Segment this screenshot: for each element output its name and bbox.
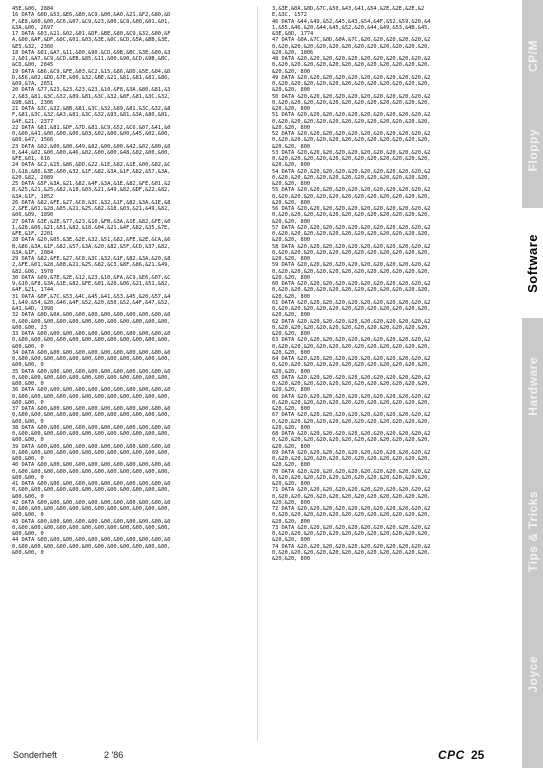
sidebar-tab-cpm [522, 28, 543, 84]
sidebar-tab-label: Floppy [525, 128, 540, 172]
footer-publication: Sonderheft [13, 750, 58, 760]
sidebar-tab-software [522, 208, 543, 318]
sidebar-tab-tips-tricks [522, 456, 543, 606]
sidebar-tab-joyce [522, 628, 543, 720]
sidebar-tab-label: Joyce [525, 655, 540, 693]
sidebar-tab-floppy [522, 104, 543, 196]
basic-data-listing-right: 3,&3E,&0A,&0D,&7C,&50,&43,&41,&54,&2E,&2E,&2E,&2 E,&3C, 1572 46 DATA &44,&49,&52,&45,&43,&54,&4F,&52,&59,&20,&4 1,&55,&46,&20,&44,&45,&52,&20,&44,&49,&53,&4B,&45, &3E,&0D, 1774 47 DATA &0A,&7C,&0D,&0A,&7C,&20,&20,&20,&20,&20,&2 0,&20,&20,&20,&20,&20,&20,&20,&20,&20,&20,&20,&20, &20,&20, 1806 48 DATA &20,&20,&20,&20,&20,&20,&20,&20,&20,&20,&2 0,&20,&20,&20,&20,&20,&20,&20,&20,&20,&20,&20,&20, &20,&20, 800 49 DATA &20,&20,&20,&20,&20,&20,&20,&20,&20,&20,&2 0,&20,&20,&20,&20,&20,&20,&20,&20,&20,&20,&20,&20, &20,&20, 800 50 DATA &20,&20,&20,&20,&20,&20,&20,&20,&20,&20,&2 0,&20,&20,&20,&20,&20,&20,&20,&20,&20,&20,&20,&20, &20,&20, 800 51 DATA &20,&20,&20,&20,&20,&20,&20,&20,&20,&20,&2 0,&20,&20,&20,&20,&20,&20,&20,&20,&20,&20,&20,&20, &20,&20, 800 52 DATA &20,&20,&20,&20,&20,&20,&20,&20,&20,&20,&2 0,&20,&20,&20,&20,&20,&20,&20,&20,&20,&20,&20,&20, &20,&20, 800 53 DATA &20,&20,&20,&20,&20,&20,&20,&20,&20,&20,&2 0,&20,&20,&20,&20,&20,&20,&20,&20,&20,&20,&20,&20, &20,&20, 800 54 DATA &20,&20,&20,&20,&20,&20,&20,&20,&20,&20,&2 0,&20,&20,&20,&20,&20,&20,&20,&20,&20,&20,&20,&20, &20,&20, 800 55 DATA &20,&20,&20,&20,&20,&20,&20,&20,&20,&20,&2 0,&20,&20,&20,&20,&20,&20,&20,&20,&20,&20,&20,&20, &20,&20, 800 56 DATA &20,&20,&20,&20,&20,&20,&20,&20,&20,&20,&2 0,&20,&20,&20,&20,&20,&20,&20,&20,&20,&20,&20,&20, &20,&20, 800 57 DATA &20,&20,&20,&20,&20,&20,&20,&20,&20,&20,&2 0,&20,&20,&20,&20,&20,&20,&20,&20,&20,&20,&20,&20, &20,&20, 800 58 DATA &20,&20,&20,&20,&20,&20,&20,&20,&20,&20,&2 0,&20,&20,&20,&20,&20,&20,&20,&20,&20,&20,&20,&20, &20,&20, 800 59 DATA &20,&20,&20,&20,&20,&20,&20,&20,&20,&20,&2 0,&20,&20,&20,&20,&20,&20,&20,&20,&20,&20,&20,&20, &20,&20, 800 60 DATA &20,&20,&20,&20,&20,&20,&20,&20,&20,&20,&2 0,&20,&20,&20,&20,&20,&20,&20,&20,&20,&20,&20,&20, &20,&20, 800 61 DATA &20,&20,&20,&20,&20,&20,&20,&20,&20,&20,&2 0,&20,&20,&20,&20,&20,&20,&20,&20,&20,&20,&20,&20, &20,&20, 800 62 DATA &20,&20,&20,&20,&20,&20,&20,&20,&20,&20,&2 0,&20,&20,&20,&20,&20,&20,&20,&20,&20,&20,&20,&20, &20,&20, 800 63 DATA &20,&20,&20,&20,&20,&20,&20,&20,&20,&20,&2 0,&20,&20,&20,&20,&20,&20,&20,&20,&20,&20,&20,&20, &20,&20, 800 64 DATA &20,&20,&20,&20,&20,&20,&20,&20,&20,&20,&2 0,&20,&20,&20,&20,&20,&20,&20,&20,&20,&20,&20,&20, &20,&20, 800 65 DATA &20,&20,&20,&20,&20,&20,&20,&20,&20,&20,&2 0,&20,&20,&20,&20,&20,&20,&20,&20,&20,&20,&20,&20, &20,&20, 800 66 DATA &20,&20,&20,&20,&20,&20,&20,&20,&20,&20,&2 0,&20,&20,&20,&20,&20,&20,&20,&20,&20,&20,&20,&20, &20,&20, 800 67 DATA &20,&20,&20,&20,&20,&20,&20,&20,&20,&20,&2 0,&20,&20,&20,&20,&20,&20,&20,&20,&20,&20,&20,&20, &20,&20, 800 68 DATA &20,&20,&20,&20,&20,&20,&20,&20,&20,&20,&2 0,&20,&20,&20,&20,&20,&20,&20,&20,&20,&20,&20,&20, &20,&20, 800 69 DATA &20,&20,&20,&20,&20,&20,&20,&20,&20,&20,&2 0,&20,&20,&20,&20,&20,&20,&20,&20,&20,&20,&20,&20, &20,&20, 800 70 DATA &20,&20,&20,&20,&20,&20,&20,&20,&20,&20,&2 0,&20,&20,&20,&20,&20,&20,&20,&20,&20,&20,&20,&20, &20,&20, 800 71 DATA &20,&20,&20,&20,&20,&20,&20,&20,&20,&20,&2 0,&20,&20,&20,&20,&20,&20,&20,&20,&20,&20,&20,&20, &20,&20, 800 72 DATA &20,&20,&20,&20,&20,&20,&20,&20,&20,&20,&2 0,&20,&20,&20,&20,&20,&20,&20,&20,&20,&20,&20,&20, &20,&20, 800 73 DATA &20,&20,&20,&20,&20,&20,&20,&20,&20,&20,&2 0,&20,&20,&20,&20,&20,&20,&20,&20,&20,&20,&20,&20, &20,&20, 800 74 DATA &20,&20,&20,&20,&20,&20,&20,&20,&20,&20,&2 0,&20,&20,&20,&20,&20,&20,&20,&20,&20,&20,&20,&20, &20,&20, 800 [272, 6, 431, 562]
footer-page-number: 25 [471, 748, 485, 762]
section-sidebar [522, 0, 543, 768]
column-divider [257, 6, 258, 741]
listing-column-left [12, 6, 260, 741]
footer-brand-logo: CPC [438, 748, 465, 762]
sidebar-tab-label: Hardware [525, 356, 540, 416]
page-footer [0, 748, 522, 768]
sidebar-tab-label: CP/M [525, 40, 540, 72]
sidebar-tab-label: Software [525, 233, 540, 293]
footer-issue: 2 '86 [104, 750, 124, 760]
sidebar-tab-hardware [522, 330, 543, 442]
basic-data-listing-left: 45E,&00, 2884 16 DATA &0D,&53,&E6,&80,&C9,&00,&A0,&21,&F2,&80,&D F,&E8,&00,&00,&C6,&07,&C9,&23,&00,&C8,&00,&01,&01, &3A,&00, 2697 17 DATA &03,&21,&02,&01,&DF,&BE,&80,&C9,&32,&00,&F A,&00,&AF,&DF,&0C,&01,&03,&3E,&0C,&CD,&5A,&BB,&3E, &E5,&32, 2360 18 DATA &01,&A7,&11,&00,&90,&CD,&9B,&BC,&3E,&00,&3 2,&01,&A7,&C9,&CD,&EB,&85,&11,&00,&90,&CD,&9B,&BC, &CD,&00, 2845 19 DATA &86,&C9,&FE,&03,&C2,&15,&86,&DD,&5E,&04,&D D,&56,&02,&DD,&7E,&00,&32,&BE,&21,&81,&81,&81,&86, &09,&7A, 2651 20 DATA &77,&23,&23,&23,&23,&10,&F8,&3A,&80,&81,&3 2,&83,&81,&3C,&32,&89,&81,&3C,&32,&8F,&81,&3C,&32, &9B,&81, 2306 21 DATA &3C,&32,&8B,&81,&3C,&32,&89,&81,&3C,&32,&8 F,&81,&3C,&32,&A3,&81,&3C,&32,&93,&81,&3A,&80,&81, &4F,&21, 2377 22 DATA &81,&81,&DF,&7D,&81,&C9,&52,&C6,&07,&41,&0 0,&00,&41,&00,&00,&00,&03,&02,&00,&00,&45,&02,&00, &00,&47, 1566 23 DATA &02,&00,&00,&49,&02,&00,&00,&42,&02,&00,&0 0,&44,&02,&00,&00,&46,&02,&00,&00,&48,&02,&00,&00, &FE,&01, 616 24 DATA &C2,&15,&86,&DD,&22,&1E,&82,&1E,&00,&82,&C D,&18,&86,&3E,&00,&32,&1F,&82,&3A,&1F,&82,&57,&3A, &20,&82, 2089 25 DATA &5F,&3A,&21,&82,&4F,&3A,&1E,&82,&FE,&01,&2 8,&25,&21,&25,&82,&18,&03,&21,&49,&82,&DF,&22,&82, &3A,&1F, 1852 26 DATA &82,&FE,&27,&C8,&3C,&32,&1F,&82,&3A,&1E,&8 2,&FE,&01,&28,&05,&21,&25,&82,&18,&03,&21,&49,&82, &06,&09, 1890 27 DATA &3E,&2E,&77,&23,&10,&FB,&3A,&1E,&82,&FE,&0 1,&28,&06,&21,&51,&82,&18,&04,&21,&4F,&82,&35,&7E, &FE,&1F, 2201 28 DATA &20,&05,&3E,&2E,&32,&51,&82,&FE,&2E,&CA,&6 B,&86,&3A,&1F,&82,&57,&3A,&20,&82,&5F,&CD,&37,&82, &3A,&1F, 2084 29 DATA &82,&FE,&27,&C8,&3C,&32,&1F,&82,&3A,&20,&8 2,&FE,&01,&28,&08,&21,&25,&82,&C3,&8F,&86,&21,&49, &82,&06, 1978 30 DATA &09,&7E,&2E,&12,&23,&10,&FA,&C9,&E6,&07,&C 9,&10,&F8,&3A,&1E,&82,&FE,&01,&28,&06,&21,&51,&82, &4F,&21, 1744 31 DATA &0F,&7C,&53,&4C,&45,&41,&53,&45,&20,&57,&4 1,&49,&54,&20,&46,&4F,&52,&20,&50,&52,&4F,&47,&52, &41,&4D, 1998 32 DATA &0D,&0A,&00,&00,&00,&00,&00,&00,&00,&00,&0 0,&00,&00,&00,&00,&00,&00,&00,&00,&00,&00,&00,&00, &00,&00, 23 33 DATA &00,&00,&00,&00,&00,&00,&00,&00,&00,&00,&0 0,&00,&00,&00,&00,&00,&00,&00,&00,&00,&00,&00,&00, &00,&00, 0 34 DATA &00,&00,&00,&00,&00,&00,&00,&00,&00,&00,&0 0,&00,&00,&00,&00,&00,&00,&00,&00,&00,&00,&00,&00, &00,&00, 0 35 DATA &00,&00,&00,&00,&00,&00,&00,&00,&00,&00,&0 0,&00,&00,&00,&00,&00,&00,&00,&00,&00,&00,&00,&00, &00,&00, 0 36 DATA &00,&00,&00,&00,&00,&00,&00,&00,&00,&00,&0 0,&00,&00,&00,&00,&00,&00,&00,&00,&00,&00,&00,&00, &00,&00, 0 37 DATA &00,&00,&00,&00,&00,&00,&00,&00,&00,&00,&0 0,&00,&00,&00,&00,&00,&00,&00,&00,&00,&00,&00,&00, &00,&00, 0 38 DATA &00,&00,&00,&00,&00,&00,&00,&00,&00,&00,&0 0,&00,&00,&00,&00,&00,&00,&00,&00,&00,&00,&00,&00, &00,&00, 0 39 DATA &00,&00,&00,&00,&00,&00,&00,&00,&00,&00,&0 0,&00,&00,&00,&00,&00,&00,&00,&00,&00,&00,&00,&00, &00,&00, 0 40 DATA &00,&00,&00,&00,&00,&00,&00,&00,&00,&00,&0 0,&00,&00,&00,&00,&00,&00,&00,&00,&00,&00,&00,&00, &00,&00, 0 41 DATA &00,&00,&00,&00,&00,&00,&00,&00,&00,&00,&0 0,&00,&00,&00,&00,&00,&00,&00,&00,&00,&00,&00,&00, &00,&00, 0 42 DATA &00,&00,&00,&00,&00,&00,&00,&00,&00,&00,&0 0,&00,&00,&00,&00,&00,&00,&00,&00,&00,&00,&00,&00, &00,&00, 0 43 DATA &00,&00,&00,&00,&00,&00,&00,&00,&00,&00,&0 0,&00,&00,&00,&00,&00,&00,&00,&00,&00,&00,&00,&00, &00,&00, 0 44 DATA &00,&00,&00,&00,&00,&00,&00,&00,&00,&00,&0 0,&00,&00,&00,&00,&00,&00,&00,&00,&00,&00,&00,&00, &00,&00, 0 [12, 6, 171, 556]
listing-column-right [272, 6, 520, 741]
sidebar-tab-label: Tips & Tricks [525, 490, 540, 572]
